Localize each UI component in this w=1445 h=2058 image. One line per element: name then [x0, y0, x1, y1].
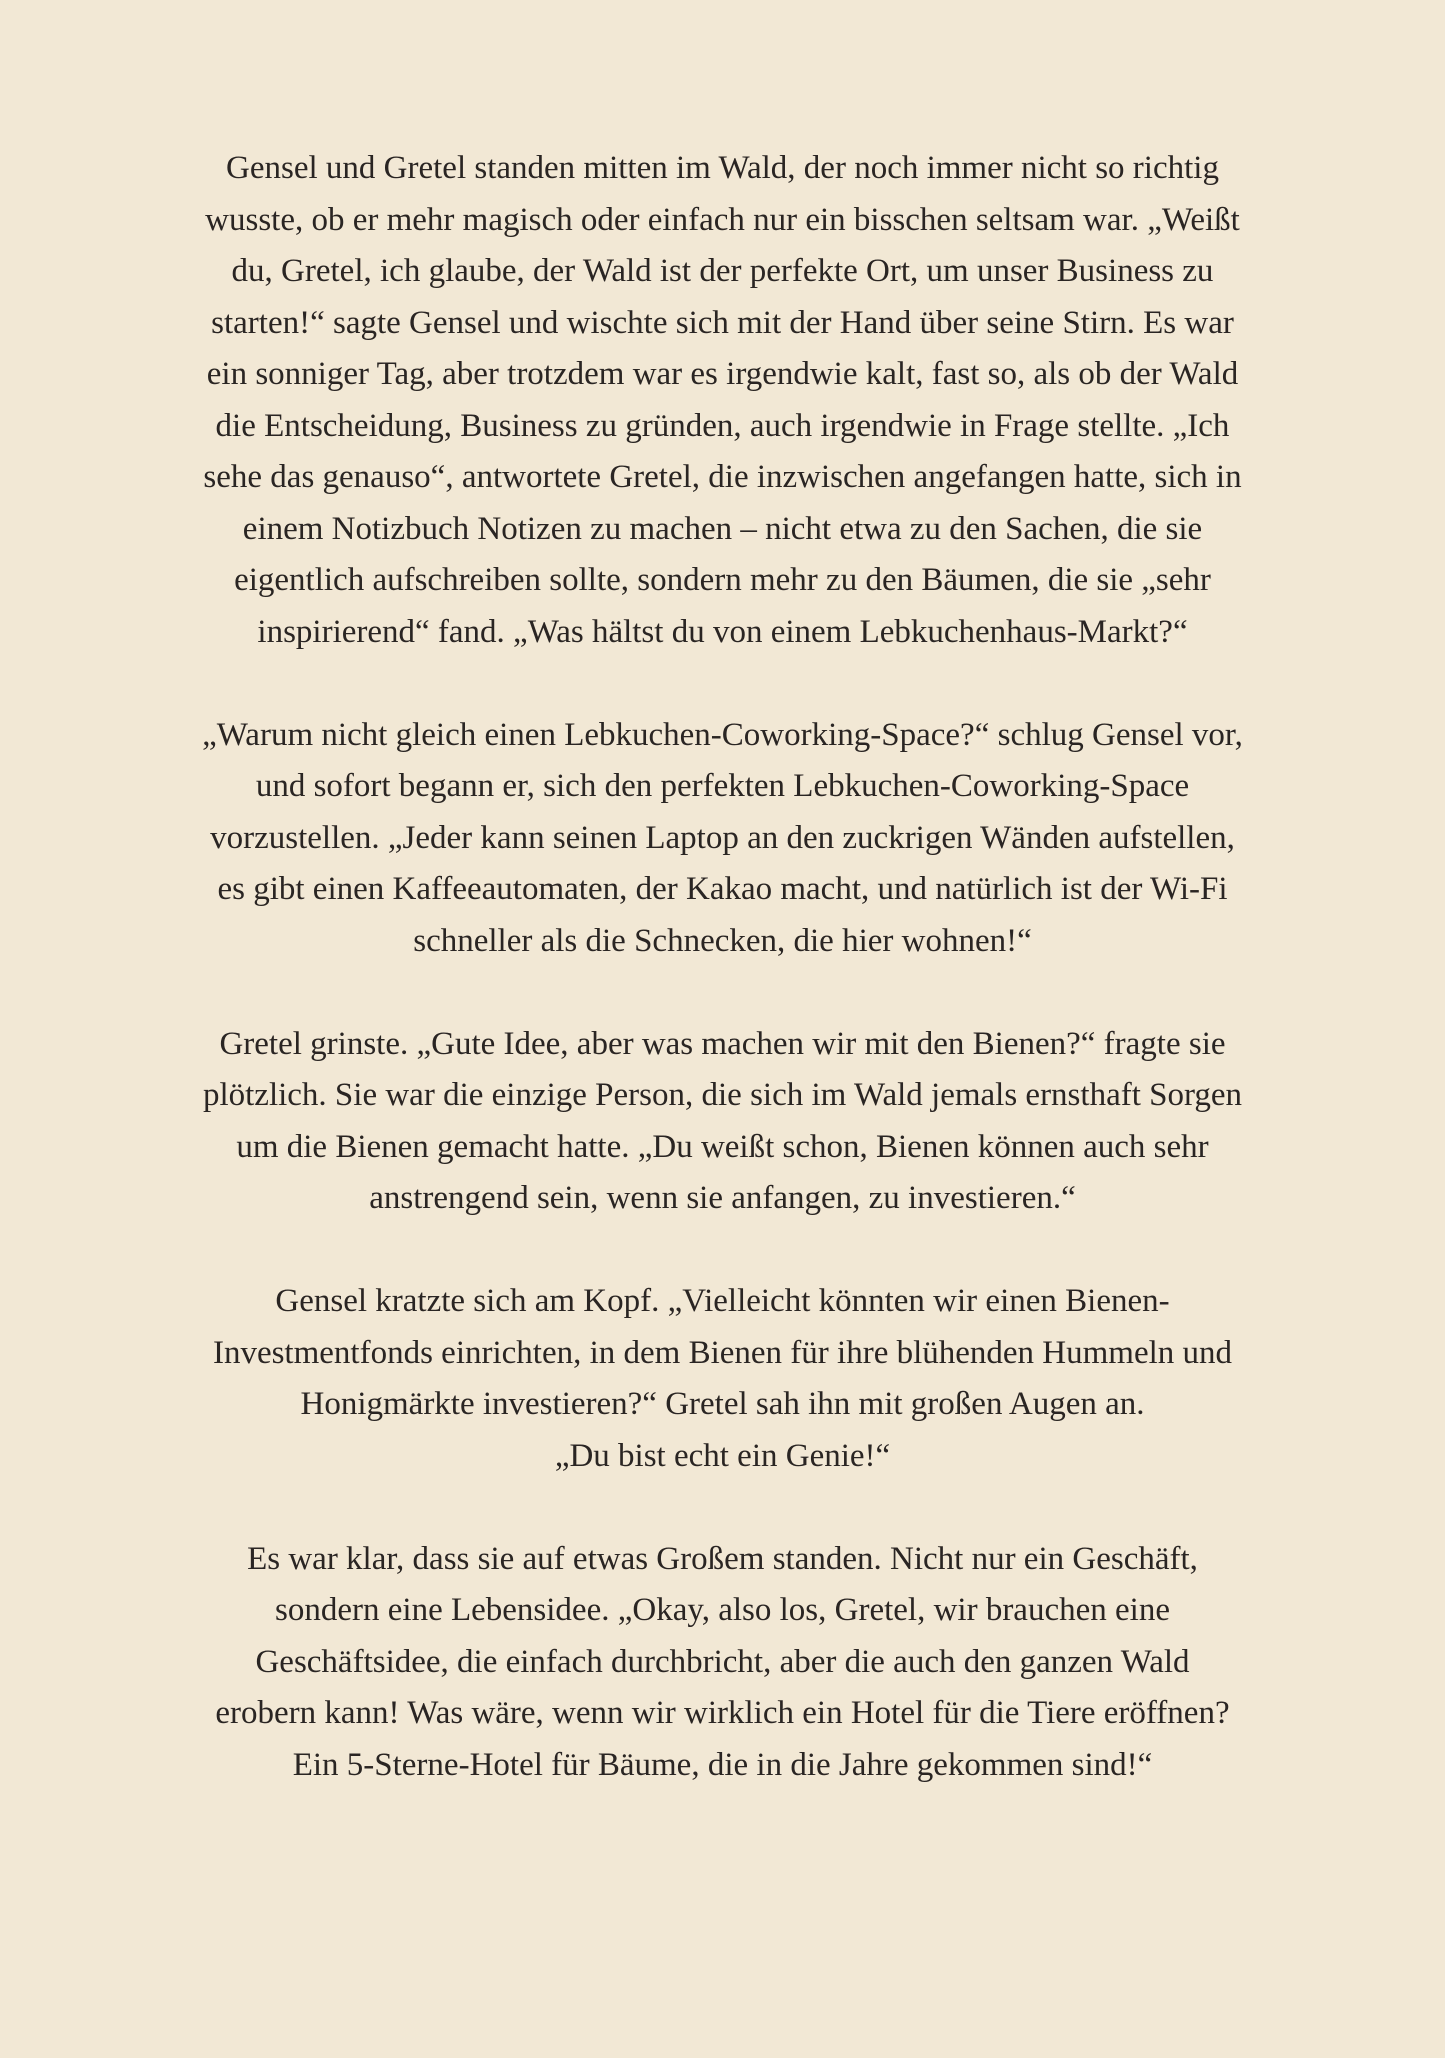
- text-line: es gibt einen Kaffeeautomaten, der Kakao macht, und natürlich ist der Wi-Fi: [217, 871, 1228, 907]
- text-line: erobern kann! Was wäre, wenn wir wirklich ein Hotel für die Tiere eröffnen?: [215, 1695, 1230, 1731]
- text-line: vorzustellen. „Jeder kann seinen Laptop an den zuckrigen Wänden aufstellen,: [210, 819, 1235, 856]
- text-line: du, Gretel, ich glaube, der Wald ist der perfekte Ort, um unser Business zu: [231, 253, 1214, 289]
- paragraph-2: [140, 710, 1305, 968]
- text-line: schneller als die Schnecken, die hier wohnen!“: [413, 922, 1032, 959]
- text-line: einem Notizbuch Notizen zu machen – nicht etwa zu den Sachen, die sie: [242, 510, 1203, 547]
- text-line: Investmentfonds einrichten, in dem Bienen für ihre blühenden Hummeln und: [212, 1334, 1233, 1371]
- text-line: Geschäftsidee, die einfach durchbricht, aber die auch den ganzen Wald: [255, 1643, 1190, 1680]
- text-line: und sofort begann er, sich den perfekten Lebkuchen-Coworking-Space: [255, 768, 1190, 804]
- text-line: anstrengend sein, wenn sie anfangen, zu investieren.“: [369, 1180, 1076, 1216]
- text-line: inspirierend“ fand. „Was hältst du von einem Lebkuchenhaus-Markt?“: [257, 613, 1188, 650]
- paragraph-3: [140, 1019, 1305, 1225]
- paragraph-1: [140, 143, 1305, 658]
- text-line: ein sonniger Tag, aber trotzdem war es irgendwie kalt, fast so, als ob der Wald: [206, 356, 1239, 392]
- text-line: plötzlich. Sie war die einzige Person, die sich im Wald jemals ernsthaft Sorgen: [202, 1077, 1243, 1113]
- text-line: starten!“ sagte Gensel und wischte sich mit der Hand über seine Stirn. Es war: [211, 304, 1234, 341]
- paragraph-5: [140, 1534, 1305, 1792]
- text-line: „Warum nicht gleich einen Lebkuchen-Coworking-Space?“ schlug Gensel vor,: [202, 716, 1243, 753]
- text-line: um die Bienen gemacht hatte. „Du weißt schon, Bienen können auch sehr: [236, 1128, 1209, 1165]
- text-line: „Du bist echt ein Genie!“: [554, 1437, 891, 1474]
- text-line: wusste, ob er mehr magisch oder einfach nur ein bisschen seltsam war. „Weißt: [205, 201, 1240, 238]
- paragraph-4: [140, 1276, 1305, 1482]
- text-line: sondern eine Lebensidee. „Okay, also los, Gretel, wir brauchen eine: [275, 1592, 1170, 1628]
- text-line: Gretel grinste. „Gute Idee, aber was machen wir mit den Bienen?“ fragte sie: [219, 1025, 1226, 1062]
- text-line: die Entscheidung, Business zu gründen, auch irgendwie in Frage stellte. „Ich: [215, 407, 1230, 444]
- text-line: Ein 5-Sterne-Hotel für Bäume, die in die Jahre gekommen sind!“: [292, 1746, 1153, 1783]
- text-line: Gensel kratzte sich am Kopf. „Vielleicht könnten wir einen Bienen-: [275, 1283, 1170, 1319]
- text-line: Es war klar, dass sie auf etwas Großem standen. Nicht nur ein Geschäft,: [247, 1540, 1198, 1577]
- story-page: [140, 143, 1305, 1843]
- text-line: sehe das genauso“, antwortete Gretel, die inzwischen angefangen hatte, sich in: [203, 459, 1242, 495]
- text-line: eigentlich aufschreiben sollte, sondern mehr zu den Bäumen, die sie „sehr: [234, 562, 1211, 598]
- text-line: Honigmärkte investieren?“ Gretel sah ihn mit großen Augen an.: [300, 1386, 1145, 1422]
- text-line: Gensel und Gretel standen mitten im Wald, der noch immer nicht so richtig: [226, 150, 1219, 186]
